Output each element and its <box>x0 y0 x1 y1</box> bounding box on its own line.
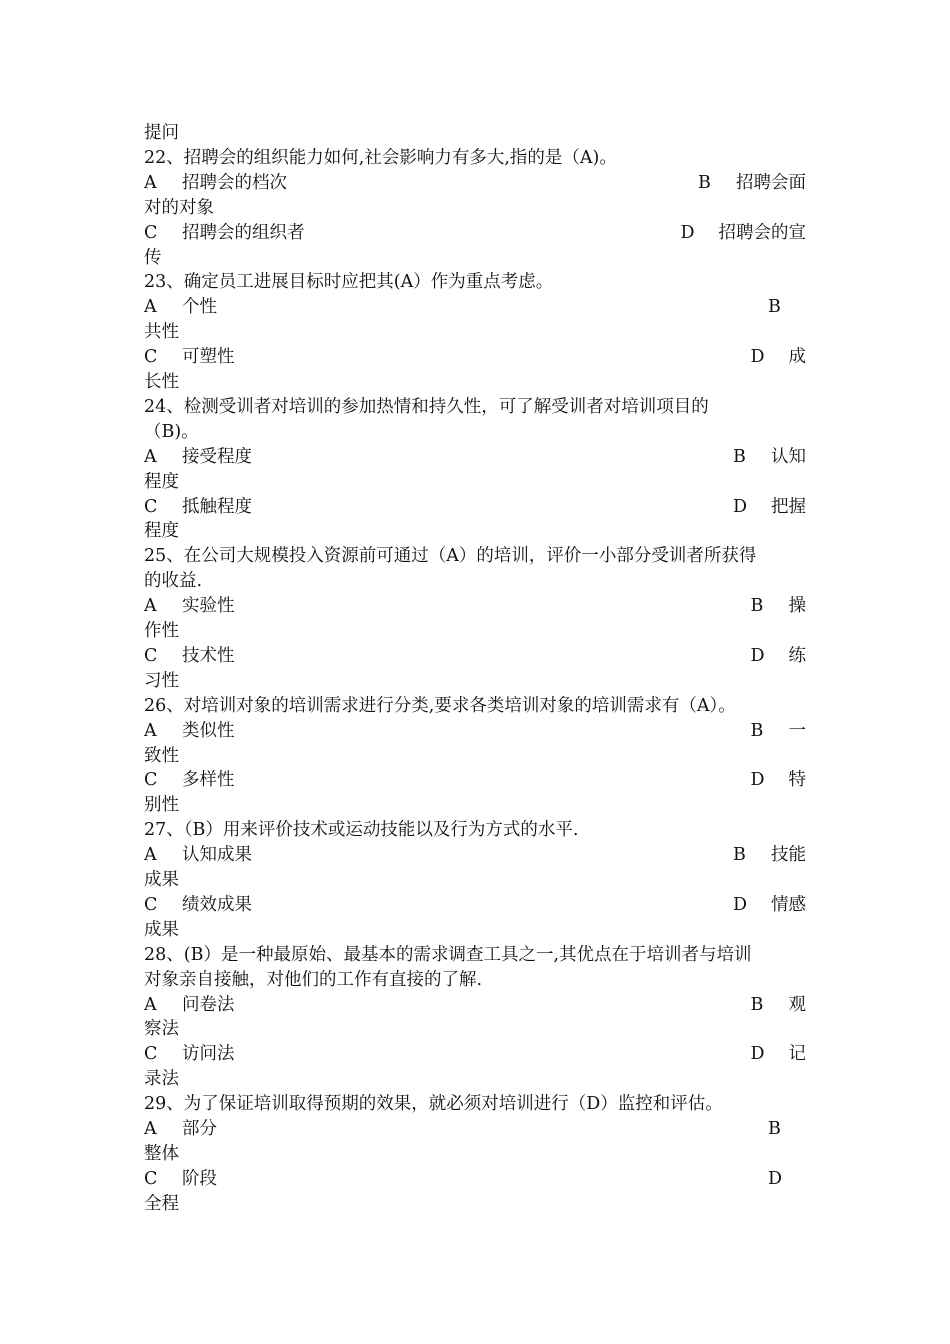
option-letter: B <box>733 845 746 866</box>
option-text: 问卷法 <box>182 994 235 1015</box>
option-text: 招聘会的组织者 <box>182 222 305 243</box>
option-line <box>144 993 806 1018</box>
option-right <box>733 445 806 470</box>
text-line: 别性 <box>144 795 179 816</box>
text-line: 成果 <box>144 870 179 890</box>
option-text: 认知 <box>771 446 806 467</box>
text-line: 作性 <box>144 621 179 641</box>
option-text: 成 <box>788 347 806 368</box>
option-text: 招聘会面 <box>736 172 806 193</box>
option-line <box>144 1117 806 1142</box>
option-left <box>144 445 252 470</box>
option-left <box>144 1167 217 1192</box>
text-line: 长性 <box>144 372 179 392</box>
option-line <box>144 768 806 793</box>
text-line: 22、招聘会的组织能力如何,社会影响力有多大,指的是（A)。 <box>144 147 617 168</box>
option-right <box>768 1117 806 1142</box>
option-letter: A <box>144 446 157 467</box>
option-line <box>144 1167 806 1192</box>
text-line: 程度 <box>144 471 179 492</box>
text-line: 成果 <box>144 919 179 940</box>
option-text: 多样性 <box>182 770 235 791</box>
text-line: 24、检测受训者对培训的参加热情和持久性，可了解受训者对培训项目的 <box>144 396 709 417</box>
option-text: 技术性 <box>182 645 235 666</box>
option-letter: C <box>144 347 158 368</box>
option-letter: B <box>733 446 746 467</box>
option-text: 特 <box>788 770 806 791</box>
option-right <box>751 768 807 793</box>
option-letter: A <box>144 994 157 1015</box>
option-letter: D <box>750 347 765 368</box>
option-letter: C <box>144 770 158 791</box>
option-text: 观 <box>788 994 806 1015</box>
option-letter: A <box>144 596 157 617</box>
option-text: 接受程度 <box>182 446 252 467</box>
option-text: 抵触程度 <box>182 496 252 517</box>
option-text: 访问法 <box>182 1044 235 1065</box>
option-text: 招聘会的档次 <box>182 172 287 193</box>
text-line: 传 <box>144 247 162 268</box>
option-text: 可塑性 <box>182 347 235 368</box>
option-left <box>144 893 252 918</box>
option-letter: D <box>750 1044 765 1065</box>
option-text: 练 <box>788 645 806 666</box>
option-left <box>144 594 235 619</box>
option-right <box>768 1167 806 1192</box>
option-text: 技能 <box>771 845 806 866</box>
option-letter: B <box>768 1119 781 1139</box>
text-line: 习性 <box>144 670 179 691</box>
option-text: 把握 <box>771 496 806 517</box>
option-right <box>751 993 807 1018</box>
option-letter: B <box>768 297 781 318</box>
option-right <box>733 843 806 868</box>
text-line: 对的对象 <box>144 197 214 218</box>
option-letter: C <box>144 894 158 915</box>
option-line <box>144 843 806 868</box>
text-line: 25、在公司大规模投入资源前可通过（A）的培训，评价一小部分受训者所获得 <box>144 546 757 567</box>
option-line <box>144 893 806 918</box>
option-letter: C <box>144 222 158 243</box>
option-letter: B <box>698 172 711 193</box>
text-line: 察法 <box>144 1019 179 1040</box>
text-line: 致性 <box>144 745 179 766</box>
option-right <box>768 295 806 320</box>
option-left <box>144 171 287 196</box>
option-text: 操 <box>788 596 806 617</box>
option-line <box>144 221 806 246</box>
option-letter: C <box>144 645 158 666</box>
option-left <box>144 719 235 744</box>
option-letter: A <box>144 720 157 741</box>
option-text: 认知成果 <box>182 845 252 866</box>
text-line: 28、(B）是一种最原始、最基本的需求调查工具之一,其优点在于培训者与培训 <box>144 944 752 965</box>
option-right <box>733 893 806 918</box>
text-line: （B)。 <box>144 421 199 442</box>
option-line <box>144 644 806 669</box>
option-left <box>144 1117 217 1142</box>
option-line <box>144 171 806 196</box>
option-left <box>144 295 217 320</box>
option-text: 实验性 <box>182 596 235 617</box>
text-line: 提问 <box>144 123 179 143</box>
option-right <box>698 171 806 196</box>
option-text: 绩效成果 <box>182 894 252 915</box>
option-text: 记 <box>788 1044 806 1065</box>
option-line <box>144 345 806 370</box>
text-line: 27、（B）用来评价技术或运动技能以及行为方式的水平. <box>144 820 579 841</box>
option-letter: D <box>750 645 765 666</box>
option-text: 情感 <box>771 894 806 915</box>
option-left <box>144 345 235 370</box>
option-letter: A <box>144 845 157 866</box>
option-letter: D <box>733 894 748 915</box>
text-line: 对象亲自接触，对他们的工作有直接的了解. <box>144 969 483 990</box>
option-letter: C <box>144 1044 158 1065</box>
option-letter: A <box>144 297 157 318</box>
option-left <box>144 993 235 1018</box>
option-letter: B <box>750 596 764 617</box>
option-letter: A <box>144 1119 157 1139</box>
option-text: 招聘会的宣 <box>718 222 806 243</box>
option-right <box>733 495 806 520</box>
option-left <box>144 843 252 868</box>
option-letter: A <box>144 172 157 193</box>
option-letter: D <box>733 496 748 517</box>
option-right <box>751 594 807 619</box>
option-left <box>144 221 305 246</box>
option-left <box>144 495 252 520</box>
option-letter: D <box>768 1168 783 1189</box>
option-letter: C <box>144 1168 158 1189</box>
text-line: 23、确定员工进展目标时应把其(A）作为重点考虑。 <box>144 272 554 293</box>
text-line: 29、为了保证培训取得预期的效果，就必须对培训进行（D）监控和评估。 <box>144 1094 723 1115</box>
option-line <box>144 445 806 470</box>
option-letter: B <box>750 994 764 1015</box>
text-line: 26、对培训对象的培训需求进行分类,要求各类培训对象的培训需求有（A）。 <box>144 695 736 716</box>
option-line <box>144 495 806 520</box>
option-left <box>144 768 235 793</box>
option-text: 一 <box>788 720 806 741</box>
text-line: 全程 <box>144 1193 179 1214</box>
option-letter: C <box>144 496 158 517</box>
text-line: 的收益. <box>144 571 203 592</box>
option-text: 阶段 <box>182 1168 217 1189</box>
option-right <box>751 644 807 669</box>
option-text: 个性 <box>182 297 217 318</box>
option-left <box>144 644 235 669</box>
option-letter: D <box>680 222 695 243</box>
option-right <box>681 221 807 246</box>
option-letter: D <box>750 770 765 791</box>
option-line <box>144 1042 806 1067</box>
option-right <box>751 345 807 370</box>
text-line: 整体 <box>144 1143 179 1164</box>
option-right <box>751 1042 807 1067</box>
text-line: 录法 <box>144 1069 179 1090</box>
text-line: 共性 <box>144 322 179 343</box>
option-line <box>144 594 806 619</box>
option-letter: B <box>750 720 764 741</box>
option-text: 部分 <box>182 1119 217 1139</box>
option-left <box>144 1042 235 1067</box>
option-right <box>751 719 807 744</box>
option-text: 类似性 <box>182 720 235 741</box>
option-line <box>144 719 806 744</box>
text-line: 程度 <box>144 521 179 542</box>
option-line <box>144 295 806 320</box>
